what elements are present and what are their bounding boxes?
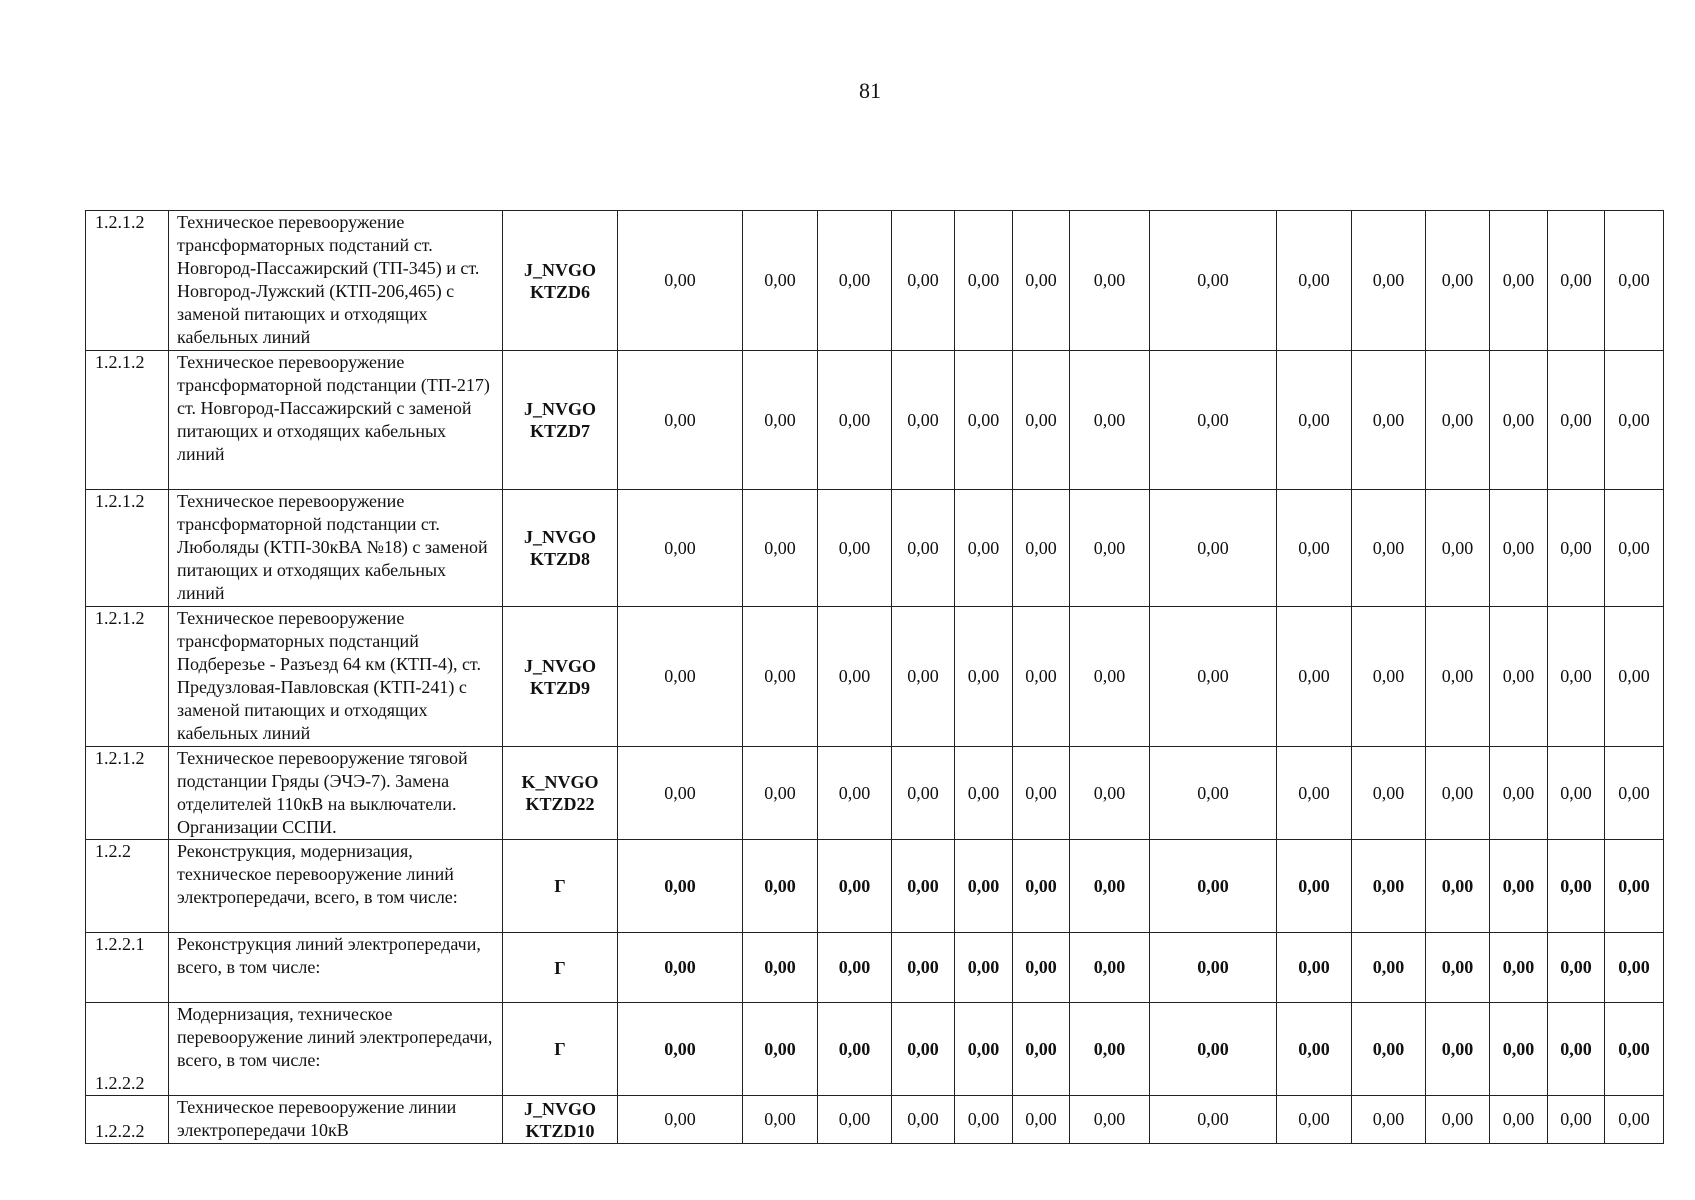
value-cell: 0,00 <box>892 490 955 607</box>
value-cell: 0,00 <box>818 933 892 1003</box>
value-cell: 0,00 <box>1548 211 1605 351</box>
value-cell: 0,00 <box>955 351 1013 490</box>
table-row <box>86 840 1664 933</box>
row-description: Техническое перевооружение трансформаторных подстаний ст. Новгород-Пассажирский (ТП-345) и ст. Новгород-Лужский (КТП-206,465) с заменой питающих и отходящих кабельных линий <box>169 211 503 351</box>
value-cell: 0,00 <box>892 1096 955 1144</box>
value-cell: 0,00 <box>892 933 955 1003</box>
value-cell: 0,00 <box>743 211 818 351</box>
value-cell: 0,00 <box>1605 933 1664 1003</box>
value-cell: 0,00 <box>1013 747 1070 840</box>
value-cell: 0,00 <box>1070 490 1150 607</box>
value-cell: 0,00 <box>1277 1003 1352 1096</box>
value-cell: 0,00 <box>1426 351 1490 490</box>
row-number: 1.2.1.2 <box>86 490 169 607</box>
value-cell: 0,00 <box>1548 351 1605 490</box>
row-description: Техническое перевооружение тяговой подстанции Гряды (ЭЧЭ-7). Замена отделителей 110кВ на выключатели. Организации ССПИ. <box>169 747 503 840</box>
row-description: Реконструкция, модернизация, техническое перевооружение линий электропередачи, всего, в том числе: <box>169 840 503 933</box>
value-cell: 0,00 <box>1605 490 1664 607</box>
value-cell: 0,00 <box>1490 747 1548 840</box>
row-code: J_NVGO KTZD9 <box>503 607 618 747</box>
value-cell: 0,00 <box>1490 933 1548 1003</box>
value-cell: 0,00 <box>1605 840 1664 933</box>
value-cell: 0,00 <box>1013 351 1070 490</box>
value-cell: 0,00 <box>955 211 1013 351</box>
value-cell: 0,00 <box>1352 351 1426 490</box>
value-cell: 0,00 <box>955 933 1013 1003</box>
value-cell: 0,00 <box>1150 607 1277 747</box>
value-cell: 0,00 <box>1070 747 1150 840</box>
value-cell: 0,00 <box>743 840 818 933</box>
value-cell: 0,00 <box>1277 747 1352 840</box>
value-cell: 0,00 <box>892 211 955 351</box>
value-cell: 0,00 <box>1070 840 1150 933</box>
value-cell: 0,00 <box>1426 490 1490 607</box>
row-description: Реконструкция линий электропередачи, всего, в том числе: <box>169 933 503 1003</box>
row-number: 1.2.2.2 <box>86 1096 169 1144</box>
value-cell: 0,00 <box>1605 1096 1664 1144</box>
value-cell: 0,00 <box>1277 490 1352 607</box>
value-cell: 0,00 <box>892 351 955 490</box>
value-cell: 0,00 <box>955 490 1013 607</box>
row-number: 1.2.1.2 <box>86 351 169 490</box>
row-number: 1.2.1.2 <box>86 607 169 747</box>
value-cell: 0,00 <box>892 1003 955 1096</box>
value-cell: 0,00 <box>1352 211 1426 351</box>
row-number: 1.2.2 <box>86 840 169 933</box>
value-cell: 0,00 <box>1352 490 1426 607</box>
value-cell: 0,00 <box>818 1096 892 1144</box>
value-cell: 0,00 <box>743 747 818 840</box>
value-cell: 0,00 <box>1277 211 1352 351</box>
table-row <box>86 211 1664 351</box>
value-cell: 0,00 <box>1490 211 1548 351</box>
value-cell: 0,00 <box>1013 840 1070 933</box>
value-cell: 0,00 <box>1548 840 1605 933</box>
value-cell: 0,00 <box>1150 490 1277 607</box>
value-cell: 0,00 <box>1548 1096 1605 1144</box>
row-code: Г <box>503 933 618 1003</box>
value-cell: 0,00 <box>1013 607 1070 747</box>
row-code: J_NVGO KTZD10 <box>503 1096 618 1144</box>
row-description: Модернизация, техническое перевооружение линий электропередачи, всего, в том числе: <box>169 1003 503 1096</box>
row-description: Техническое перевооружение трансформаторной подстанции ст. Люболяды (КТП-30кВА №18) с заменой питающих и отходящих кабельных линий <box>169 490 503 607</box>
row-number: 1.2.1.2 <box>86 211 169 351</box>
value-cell: 0,00 <box>1605 1003 1664 1096</box>
value-cell: 0,00 <box>1277 840 1352 933</box>
value-cell: 0,00 <box>618 1096 743 1144</box>
value-cell: 0,00 <box>1605 351 1664 490</box>
value-cell: 0,00 <box>1605 747 1664 840</box>
row-code: K_NVGO KTZD22 <box>503 747 618 840</box>
value-cell: 0,00 <box>1277 351 1352 490</box>
value-cell: 0,00 <box>743 351 818 490</box>
value-cell: 0,00 <box>1070 351 1150 490</box>
table-row <box>86 490 1664 607</box>
value-cell: 0,00 <box>1150 747 1277 840</box>
value-cell: 0,00 <box>1150 933 1277 1003</box>
value-cell: 0,00 <box>1426 607 1490 747</box>
value-cell: 0,00 <box>1548 490 1605 607</box>
value-cell: 0,00 <box>818 747 892 840</box>
investment-table <box>85 210 1664 1144</box>
value-cell: 0,00 <box>955 1096 1013 1144</box>
value-cell: 0,00 <box>743 607 818 747</box>
value-cell: 0,00 <box>1277 607 1352 747</box>
value-cell: 0,00 <box>1490 490 1548 607</box>
value-cell: 0,00 <box>618 211 743 351</box>
table-row <box>86 607 1664 747</box>
value-cell: 0,00 <box>1426 1003 1490 1096</box>
value-cell: 0,00 <box>1277 933 1352 1003</box>
row-description: Техническое перевооружение линии электропередачи 10кВ <box>169 1096 503 1144</box>
page-number: 81 <box>859 78 881 103</box>
row-code: J_NVGO KTZD7 <box>503 351 618 490</box>
value-cell: 0,00 <box>1426 747 1490 840</box>
value-cell: 0,00 <box>1548 747 1605 840</box>
value-cell: 0,00 <box>1352 840 1426 933</box>
value-cell: 0,00 <box>1548 1003 1605 1096</box>
value-cell: 0,00 <box>818 351 892 490</box>
value-cell: 0,00 <box>743 490 818 607</box>
value-cell: 0,00 <box>1490 1003 1548 1096</box>
value-cell: 0,00 <box>1426 1096 1490 1144</box>
value-cell: 0,00 <box>1352 1096 1426 1144</box>
value-cell: 0,00 <box>1013 211 1070 351</box>
value-cell: 0,00 <box>1490 1096 1548 1144</box>
value-cell: 0,00 <box>1070 933 1150 1003</box>
value-cell: 0,00 <box>1426 211 1490 351</box>
value-cell: 0,00 <box>1352 933 1426 1003</box>
value-cell: 0,00 <box>1426 840 1490 933</box>
row-code: Г <box>503 1003 618 1096</box>
value-cell: 0,00 <box>1070 1003 1150 1096</box>
value-cell: 0,00 <box>743 1003 818 1096</box>
value-cell: 0,00 <box>1013 1003 1070 1096</box>
value-cell: 0,00 <box>1013 490 1070 607</box>
table-row <box>86 933 1664 1003</box>
value-cell: 0,00 <box>1070 607 1150 747</box>
value-cell: 0,00 <box>618 747 743 840</box>
value-cell: 0,00 <box>892 747 955 840</box>
table-row <box>86 1096 1664 1144</box>
value-cell: 0,00 <box>955 607 1013 747</box>
value-cell: 0,00 <box>1150 351 1277 490</box>
value-cell: 0,00 <box>818 840 892 933</box>
value-cell: 0,00 <box>1070 211 1150 351</box>
value-cell: 0,00 <box>818 1003 892 1096</box>
value-cell: 0,00 <box>1352 607 1426 747</box>
value-cell: 0,00 <box>1013 1096 1070 1144</box>
value-cell: 0,00 <box>955 840 1013 933</box>
value-cell: 0,00 <box>1490 607 1548 747</box>
value-cell: 0,00 <box>1277 1096 1352 1144</box>
value-cell: 0,00 <box>818 607 892 747</box>
value-cell: 0,00 <box>1150 1003 1277 1096</box>
value-cell: 0,00 <box>618 1003 743 1096</box>
value-cell: 0,00 <box>955 1003 1013 1096</box>
value-cell: 0,00 <box>1548 607 1605 747</box>
value-cell: 0,00 <box>1426 933 1490 1003</box>
value-cell: 0,00 <box>892 840 955 933</box>
value-cell: 0,00 <box>618 607 743 747</box>
table-row <box>86 747 1664 840</box>
value-cell: 0,00 <box>818 211 892 351</box>
value-cell: 0,00 <box>1352 747 1426 840</box>
value-cell: 0,00 <box>1150 1096 1277 1144</box>
row-code: Г <box>503 840 618 933</box>
value-cell: 0,00 <box>1605 211 1664 351</box>
value-cell: 0,00 <box>1605 607 1664 747</box>
row-number: 1.2.1.2 <box>86 747 169 840</box>
row-number: 1.2.2.1 <box>86 933 169 1003</box>
value-cell: 0,00 <box>1548 933 1605 1003</box>
row-code: J_NVGO KTZD8 <box>503 490 618 607</box>
value-cell: 0,00 <box>1490 351 1548 490</box>
row-number: 1.2.2.2 <box>86 1003 169 1096</box>
value-cell: 0,00 <box>1150 840 1277 933</box>
value-cell: 0,00 <box>618 840 743 933</box>
value-cell: 0,00 <box>1352 1003 1426 1096</box>
value-cell: 0,00 <box>743 1096 818 1144</box>
value-cell: 0,00 <box>1490 840 1548 933</box>
row-code: J_NVGO KTZD6 <box>503 211 618 351</box>
value-cell: 0,00 <box>892 607 955 747</box>
value-cell: 0,00 <box>618 351 743 490</box>
table-row <box>86 1003 1664 1096</box>
value-cell: 0,00 <box>1150 211 1277 351</box>
row-description: Техническое перевооружение трансформаторных подстанций Подберезье - Разъезд 64 км (КТП-4), ст. Предузловая-Павловская (КТП-241) с заменой питающих и отходящих кабельных линий <box>169 607 503 747</box>
value-cell: 0,00 <box>955 747 1013 840</box>
value-cell: 0,00 <box>1070 1096 1150 1144</box>
value-cell: 0,00 <box>1013 933 1070 1003</box>
value-cell: 0,00 <box>618 933 743 1003</box>
row-description: Техническое перевооружение трансформаторной подстанции (ТП-217) ст. Новгород-Пассажирский с заменой питающих и отходящих кабельных линий <box>169 351 503 490</box>
value-cell: 0,00 <box>743 933 818 1003</box>
value-cell: 0,00 <box>618 490 743 607</box>
value-cell: 0,00 <box>818 490 892 607</box>
table-row <box>86 351 1664 490</box>
